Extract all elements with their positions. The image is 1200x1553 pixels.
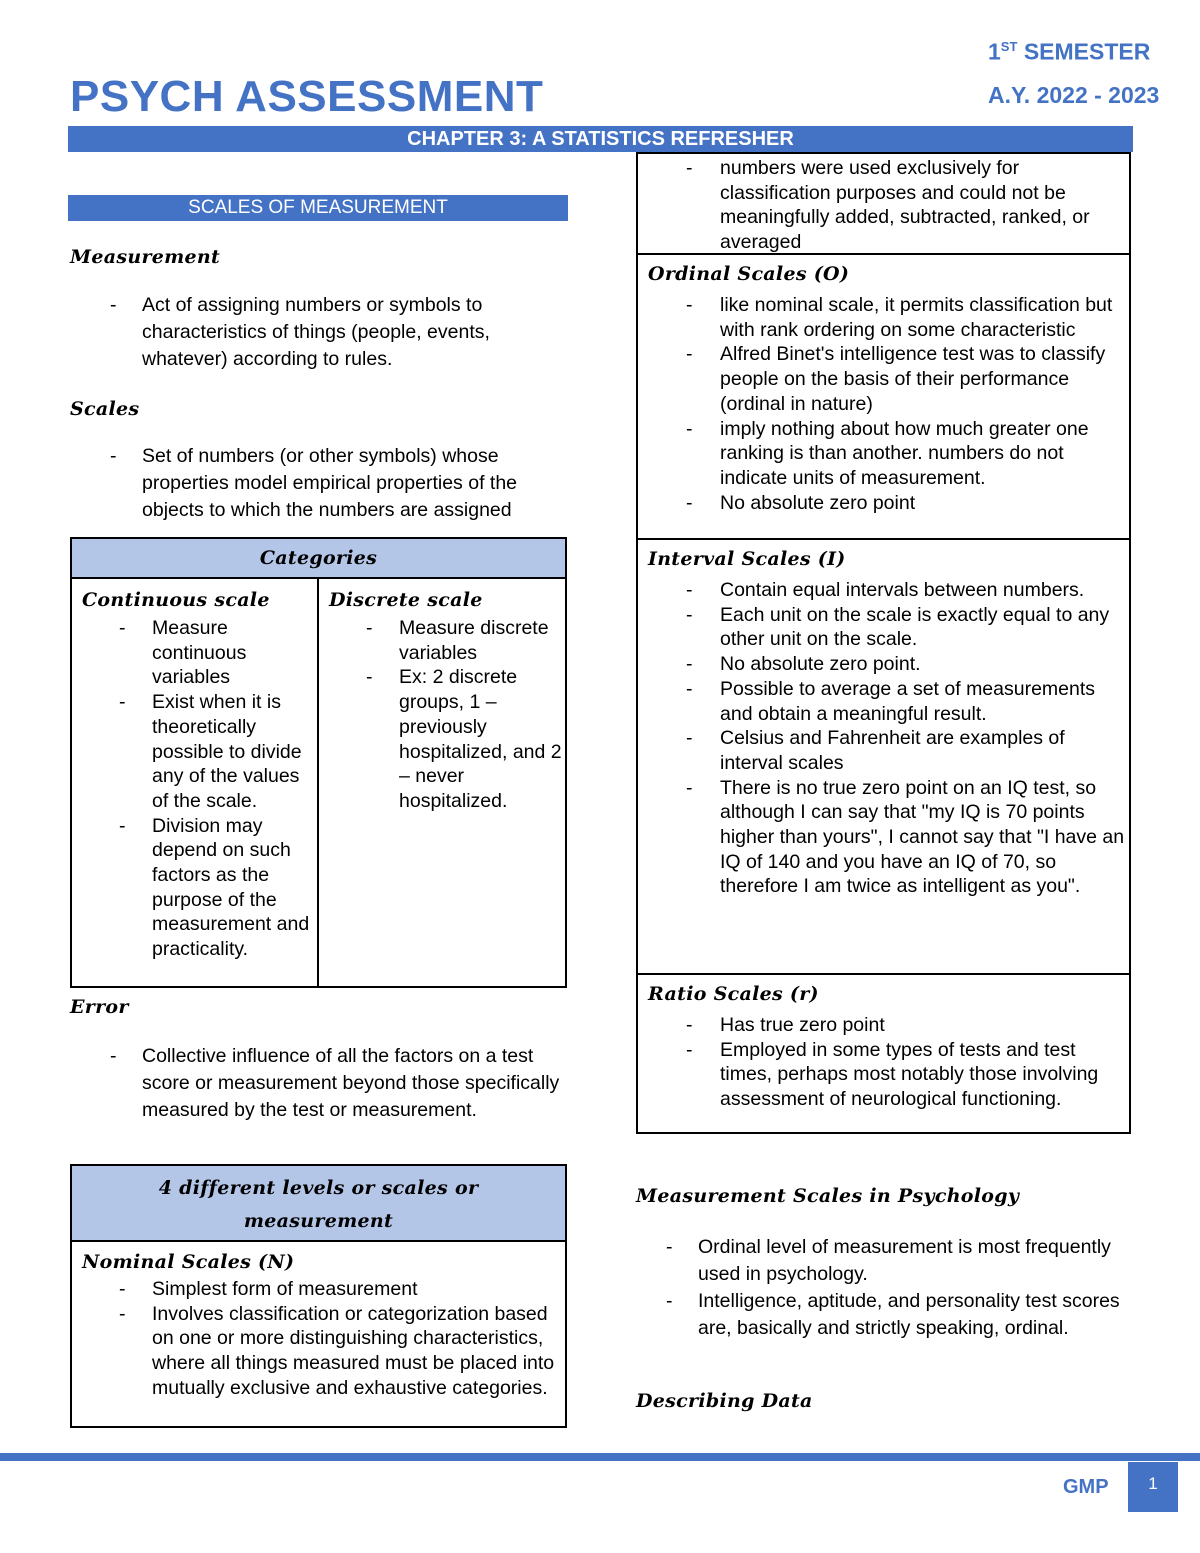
- list-item: - No absolute zero point: [638, 491, 1129, 516]
- semester-number: 1: [988, 38, 1001, 65]
- list-item: - Division may depend on such factors as the purpose of the measurement and practicality.: [72, 814, 317, 962]
- page-title: PSYCH ASSESSMENT: [70, 72, 544, 121]
- chapter-title: CHAPTER 3: A STATISTICS REFRESHER: [68, 126, 1133, 152]
- section-bar-scales: SCALES OF MEASUREMENT: [68, 195, 568, 221]
- list-item: - Each unit on the scale is exactly equal to any other unit on the scale.: [638, 603, 1129, 652]
- interval-heading: Interval Scales (I): [648, 548, 846, 570]
- list-item: - Simplest form of measurement: [72, 1277, 565, 1302]
- footer-initials: GMP: [1063, 1476, 1109, 1498]
- footer-line: [0, 1453, 1200, 1461]
- continuous-heading: Continuous scale: [82, 589, 270, 611]
- list-item: - Collective influence of all the factors on a test score or measurement beyond those specifically measured by the test or measurement.: [70, 1043, 560, 1124]
- list-item: - numbers were used exclusively for classification purposes and could not be meaningfully added, subtracted, ranked, or averaged: [638, 156, 1129, 255]
- discrete-cell: [319, 579, 565, 814]
- list-item: - Alfred Binet's intelligence test was to classify people on the basis of their performance (ordinal in nature): [638, 342, 1129, 416]
- measurement-list: [70, 292, 560, 373]
- categories-header: Categories: [72, 539, 565, 579]
- levels-table: [70, 1164, 567, 1428]
- list-item: - Set of numbers (or other symbols) whose properties model empirical properties of the objects to which the numbers are assigned: [70, 443, 560, 524]
- semester-suffix: ST: [1000, 39, 1018, 54]
- semester-word: SEMESTER: [1023, 38, 1151, 65]
- ordinal-heading: Ordinal Scales (O): [648, 263, 850, 285]
- error-list: [70, 1043, 560, 1124]
- nominal-cont-list: [638, 156, 1129, 255]
- describing-data-heading: Describing Data: [636, 1390, 813, 1412]
- list-item: - Involves classification or categorization based on one or more distinguishing characteristics, where all things measured must be placed into mutually exclusive and exhaustive categories.: [72, 1302, 565, 1401]
- list-item: - Measure discrete variables: [319, 616, 565, 665]
- list-item: - like nominal scale, it permits classification but with rank ordering on some characteristic: [638, 293, 1129, 342]
- academic-year: A.Y. 2022 - 2023: [988, 82, 1160, 108]
- list-item: - Celsius and Fahrenheit are examples of interval scales: [638, 726, 1129, 775]
- nominal-list: [72, 1277, 565, 1401]
- list-item: - Measure continuous variables: [72, 616, 317, 690]
- list-item: - Contain equal intervals between numbers.: [638, 578, 1129, 603]
- continuous-cell: [72, 579, 317, 962]
- list-item: - Possible to average a set of measurements and obtain a meaningful result.: [638, 677, 1129, 726]
- psych-scales-heading: Measurement Scales in Psychology: [636, 1185, 1020, 1207]
- discrete-heading: Discrete scale: [329, 589, 483, 611]
- list-item: - Ordinal level of measurement is most frequently used in psychology.: [626, 1234, 1126, 1288]
- psych-scales-list: [626, 1234, 1126, 1342]
- ordinal-cell: [638, 255, 1129, 540]
- ordinal-list: [638, 293, 1129, 515]
- error-heading: Error: [70, 996, 129, 1018]
- list-item: - Ex: 2 discrete groups, 1 – previously hospitalized, and 2 – never hospitalized.: [319, 665, 565, 813]
- interval-cell: [638, 540, 1129, 975]
- measurement-heading: Measurement: [70, 246, 221, 268]
- list-item: - No absolute zero point.: [638, 652, 1129, 677]
- list-item: - There is no true zero point on an IQ test, so although I can say that "my IQ is 70 points higher than yours", I cannot say that "I have an IQ of 140 and you have an IQ of 70, so therefore I am twice as intelligent as you".: [638, 776, 1129, 900]
- list-item: - Act of assigning numbers or symbols to characteristics of things (people, events, whatever) according to rules.: [70, 292, 560, 373]
- ratio-heading: Ratio Scales (r): [648, 983, 819, 1005]
- interval-list: [638, 578, 1129, 899]
- nominal-heading: Nominal Scales (N): [82, 1251, 295, 1273]
- scales-list: [70, 443, 560, 524]
- list-item: - imply nothing about how much greater one ranking is than another. numbers do not indicate units of measurement.: [638, 417, 1129, 491]
- list-item: - Intelligence, aptitude, and personality test scores are, basically and strictly speaking, ordinal.: [626, 1288, 1126, 1342]
- list-item: - Exist when it is theoretically possible to divide any of the values of the scale.: [72, 690, 317, 814]
- list-item: - Has true zero point: [638, 1013, 1129, 1038]
- discrete-list: [319, 616, 565, 814]
- levels-table-continued: [636, 152, 1131, 1134]
- ratio-list: [638, 1013, 1129, 1112]
- scales-heading: Scales: [70, 398, 140, 420]
- list-item: - Employed in some types of tests and test times, perhaps most notably those involving assessment of neurological functioning.: [638, 1038, 1129, 1112]
- levels-header: 4 different levels or scales or measurement: [72, 1166, 565, 1242]
- semester-label: [988, 40, 1150, 64]
- page-number: 1: [1128, 1462, 1178, 1512]
- nominal-cont-cell: [638, 154, 1129, 255]
- ratio-cell: [638, 975, 1129, 1132]
- continuous-list: [72, 616, 317, 962]
- categories-table: [70, 537, 567, 988]
